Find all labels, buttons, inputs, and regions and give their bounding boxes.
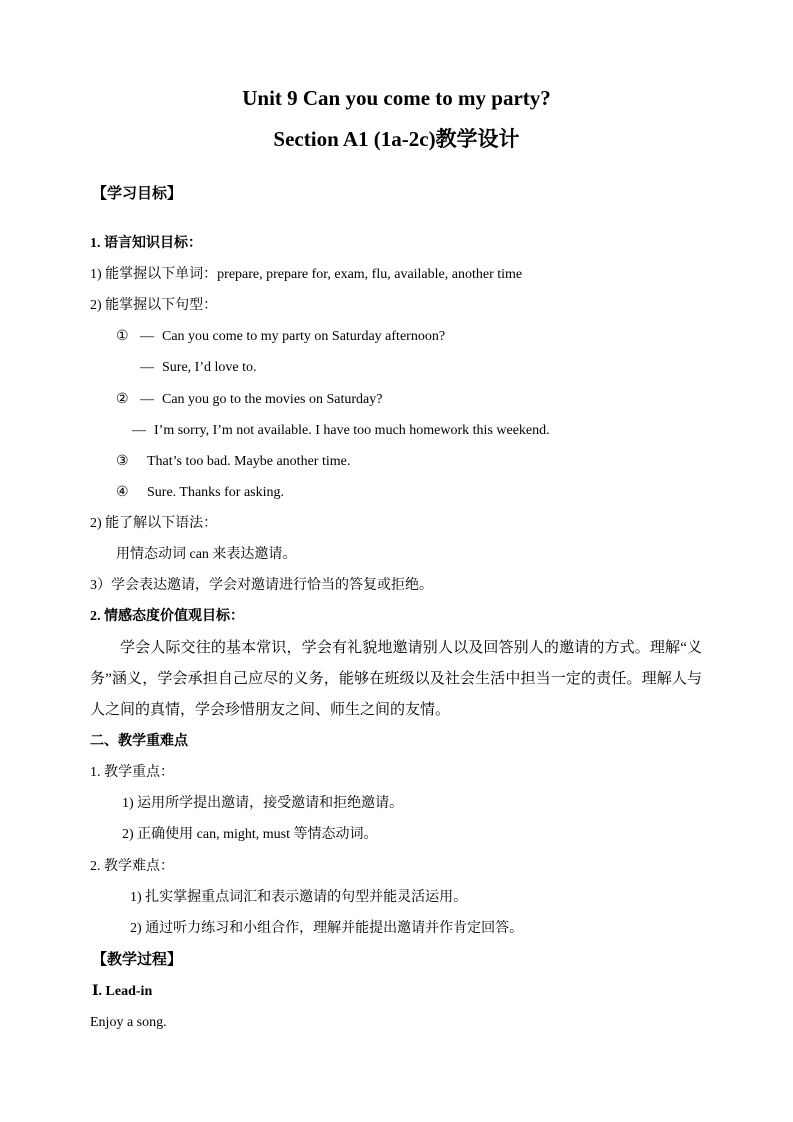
sentence-2-reply-text: I’m sorry, I’m not available. I have too much homework this weekend. — [154, 423, 550, 438]
grammar-intro: 2) 能了解以下语法： — [90, 516, 218, 531]
sentence-2-text: Can you go to the movies on Saturday? — [162, 392, 383, 407]
section-goals-heading: 【学习目标】 — [92, 186, 183, 202]
sentence-4 — [116, 483, 284, 503]
sentence-3-marker: ③ — [116, 454, 129, 469]
key-difficult-heading: 二、教学重难点 — [90, 734, 188, 749]
sentence-4-text: Sure. Thanks for asking. — [147, 485, 284, 500]
sentence-2-marker: ② — [116, 392, 129, 407]
sentence-3-text: That’s too bad. Maybe another time. — [147, 454, 351, 469]
sentence-4-marker: ④ — [116, 485, 129, 500]
dash-mark: — — [140, 360, 154, 375]
point-3: 3）学会表达邀请，学会对邀请进行恰当的答复或拒绝。 — [90, 578, 433, 593]
leadin-heading: Ⅰ. Lead-in — [92, 984, 153, 999]
document-subtitle: Section A1 (1a-2c)教学设计 — [273, 127, 520, 151]
dash-mark: — — [140, 329, 154, 344]
sentence-3 — [116, 452, 350, 472]
document-title: Unit 9 Can you come to my party? — [242, 86, 551, 110]
process-heading: 【教学过程】 — [92, 952, 183, 968]
lang-goal-heading: 1. 语言知识目标： — [90, 236, 202, 251]
vocab-line: 1) 能掌握以下单词：prepare, prepare for, exam, flu, available, another time — [90, 267, 523, 282]
dash-mark: — — [140, 392, 154, 407]
key-point-1: 1) 运用所学提出邀请，接受邀请和拒绝邀请。 — [122, 796, 404, 811]
sentence-2 — [116, 390, 382, 410]
dash-mark: — — [132, 423, 146, 438]
sentence-1-reply-text: Sure, I’d love to. — [162, 360, 257, 375]
difficult-points-heading: 2. 教学难点： — [90, 859, 174, 874]
leadin-text: Enjoy a song. — [90, 1015, 167, 1030]
difficult-point-2: 2) 通过听力练习和小组合作，理解并能提出邀请并作肯定回答。 — [130, 921, 524, 936]
emotion-paragraph: 学会人际交往的基本常识，学会有礼貌地邀请别人以及回答别人的邀请的方式。理解“义务”涵义，学会承担自己应尽的义务，能够在班级以及社会生活中担当一定的责任。理解人与人之间的真情，学会珍惜朋友之间、师生之间的友情。 — [90, 640, 702, 718]
difficult-point-1: 1) 扎实掌握重点词汇和表示邀请的句型并能灵活运用。 — [130, 890, 468, 905]
sentence-2-reply — [132, 421, 550, 441]
sentence-1-marker: ① — [116, 329, 129, 344]
key-points-heading: 1. 教学重点： — [90, 765, 174, 780]
grammar-text: 用情态动词 can 来表达邀请。 — [116, 547, 297, 562]
sentence-1 — [116, 327, 445, 347]
sentence-1-text: Can you come to my party on Saturday afternoon? — [162, 329, 446, 344]
sentence-intro: 2) 能掌握以下句型： — [90, 298, 218, 313]
emotion-heading: 2. 情感态度价值观目标： — [90, 609, 244, 624]
key-point-2: 2) 正确使用 can, might, must 等情态动词。 — [122, 827, 378, 842]
sentence-1-reply — [140, 358, 256, 378]
